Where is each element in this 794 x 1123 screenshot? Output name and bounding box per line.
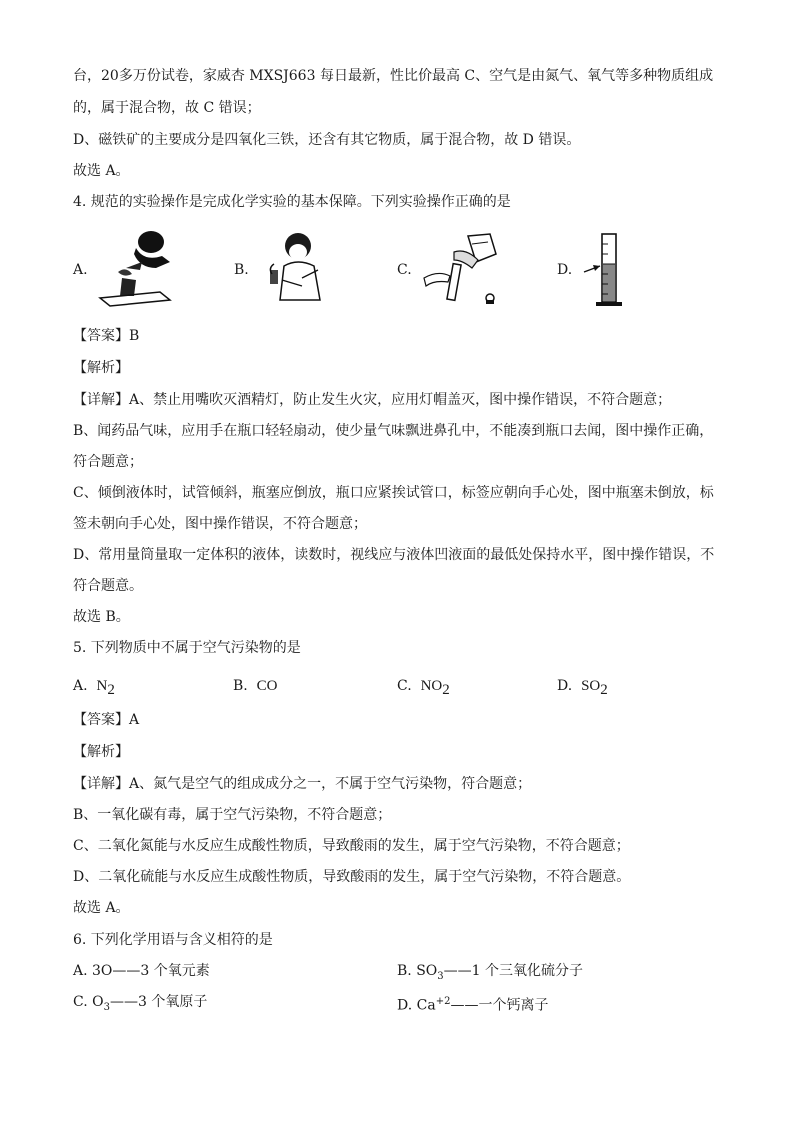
option-letter: A.	[73, 678, 88, 694]
q5-detail-line: 【详解】A、氮气是空气的组成成分之一，不属于空气污染物，符合题意；	[73, 776, 532, 792]
q3-conclusion: 故选 A。	[73, 163, 130, 179]
q6-option-d	[397, 992, 548, 1016]
option-meaning: ——3 个氧元素	[112, 963, 210, 979]
q5-analysis-label: 【解析】	[73, 744, 129, 760]
q5-detail-line: D、二氧化硫能与水反应生成酸性物质，导致酸雨的发生，属于空气污染物，不符合题意。	[73, 869, 631, 885]
formula-subscript: 2	[600, 681, 608, 698]
option-letter: B.	[397, 963, 412, 979]
q3-text-line-3: D、磁铁矿的主要成分是四氧化三铁，还含有其它物质，属于混合物，故 D 错误。	[73, 132, 581, 148]
option-meaning: ——一个钙离子	[450, 997, 549, 1014]
option-meaning: ——3 个氧原子	[109, 994, 208, 1010]
option-letter: C.	[397, 678, 412, 694]
option-letter: D.	[397, 997, 413, 1014]
q4-detail-line: 签未朝向手心处，图中操作错误，不符合题意；	[73, 516, 367, 532]
q6-option-c	[73, 992, 207, 1018]
q5-option-b	[233, 676, 278, 696]
pouring-liquid-icon	[420, 230, 502, 308]
smelling-by-fanning-icon	[262, 230, 332, 306]
formula-superscript: +2	[435, 996, 451, 1007]
formula-subscript: 3	[437, 970, 444, 982]
q5-option-c	[397, 676, 450, 700]
formula-main: O	[92, 994, 104, 1010]
formula-subscript: 2	[107, 681, 115, 698]
option-letter: D.	[557, 678, 573, 694]
q4-analysis-label: 【解析】	[73, 360, 129, 376]
formula-main: Ca	[416, 997, 436, 1014]
extinguish-lamp-by-blowing-icon	[96, 228, 176, 308]
formula-main: SO	[416, 963, 438, 979]
formula-subscript: 3	[103, 1001, 110, 1013]
q6-option-b	[397, 961, 583, 987]
q4-option-d-letter: D.	[557, 262, 573, 278]
option-meaning: ——1 个三氧化硫分子	[443, 963, 584, 979]
reading-graduated-cylinder-icon	[580, 228, 630, 308]
q4-answer: 【答案】B	[73, 328, 140, 344]
q4-detail-line: B、闻药品气味，应用手在瓶口轻轻扇动，使少量气味飘进鼻孔中，不能凑到瓶口去闻，图中操作正确，	[73, 423, 714, 439]
q6-stem: 6. 下列化学用语与含义相符的是	[73, 932, 273, 948]
q5-conclusion: 故选 A。	[73, 900, 130, 916]
q5-detail-line: B、一氧化碳有毒，属于空气污染物，不符合题意；	[73, 807, 392, 823]
q3-text-line-2: 的，属于混合物，故 C 错误；	[73, 100, 261, 116]
q3-text-line-1: 台，20多万份试卷，家威杏 MXSJ663 每日最新，性比价最高 C、空气是由氮气、氧气等多种物质组成	[73, 68, 714, 84]
option-letter: A.	[73, 963, 88, 979]
option-letter: C.	[73, 994, 88, 1010]
q5-answer: 【答案】A	[73, 712, 140, 728]
q5-detail-line: C、二氧化氮能与水反应生成酸性物质，导致酸雨的发生，属于空气污染物，不符合题意；	[73, 838, 630, 854]
q4-option-c-letter: C.	[397, 262, 412, 278]
formula-main: NO	[420, 678, 443, 694]
q4-detail-line: 【详解】A、禁止用嘴吹灭酒精灯，防止发生火灾，应用灯帽盖灭，图中操作错误，不符合题意；	[73, 392, 672, 408]
option-letter: B.	[233, 678, 248, 694]
q5-option-a	[73, 676, 115, 700]
q6-option-a	[73, 961, 210, 981]
q4-detail-line: D、常用量筒量取一定体积的液体，读数时，视线应与液体凹液面的最低处保持水平，图中操作错误，不	[73, 547, 715, 563]
q4-option-b-letter: B.	[234, 262, 249, 278]
q5-option-d	[557, 676, 608, 700]
formula-subscript: 2	[442, 681, 450, 698]
formula-main: CO	[256, 678, 278, 694]
q4-conclusion: 故选 B。	[73, 609, 130, 625]
q4-detail-line: 符合题意；	[73, 454, 143, 470]
q4-option-a-letter: A.	[73, 262, 88, 278]
q4-stem: 4. 规范的实验操作是完成化学实验的基本保障。下列实验操作正确的是	[73, 194, 511, 210]
formula-main: 3O	[92, 963, 113, 979]
formula-main: SO	[581, 678, 601, 694]
q4-detail-line: C、倾倒液体时，试管倾斜，瓶塞应倒放，瓶口应紧挨试管口，标签应朝向手心处，图中瓶塞未倒放，标	[73, 485, 714, 501]
q5-stem: 5. 下列物质中不属于空气污染物的是	[73, 640, 301, 656]
formula-main: N	[96, 678, 108, 694]
q4-detail-line: 符合题意。	[73, 578, 143, 594]
